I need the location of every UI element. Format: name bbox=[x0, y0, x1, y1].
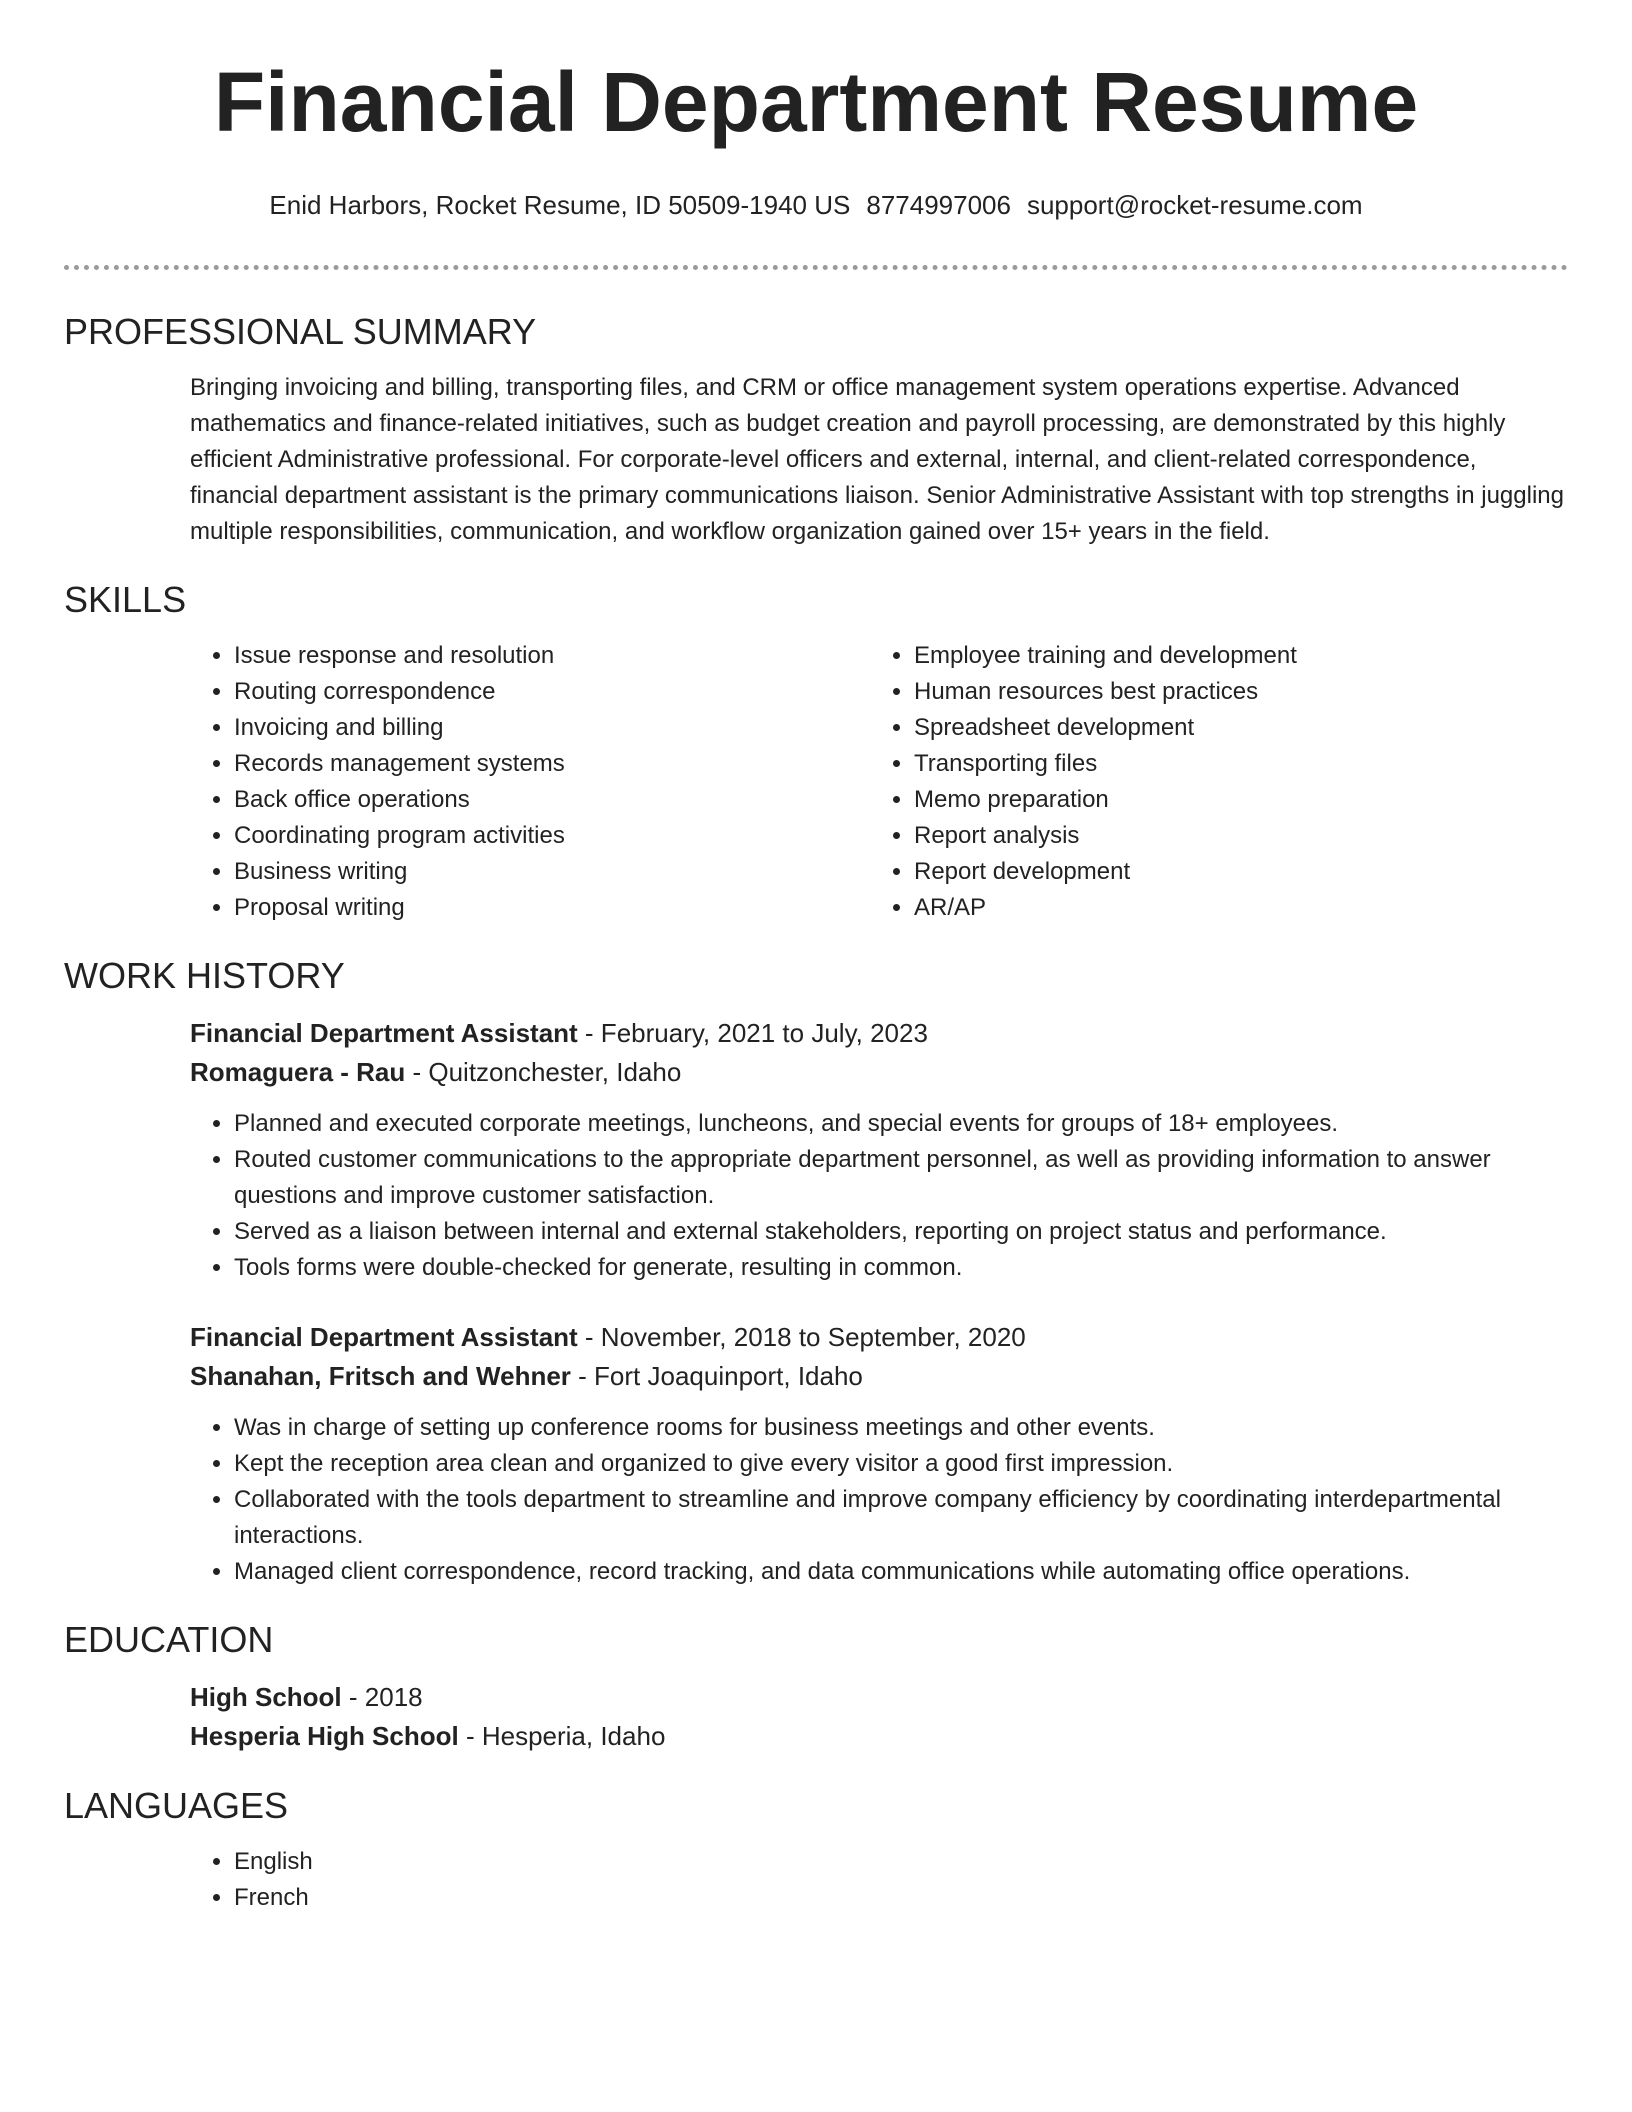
skills-heading: SKILLS bbox=[64, 579, 187, 620]
job-company: Shanahan, Fritsch and Wehner bbox=[190, 1361, 571, 1391]
job-location: - Fort Joaquinport, Idaho bbox=[570, 1361, 863, 1391]
languages-section bbox=[64, 1844, 1568, 1916]
education-heading: EDUCATION bbox=[64, 1619, 274, 1660]
job-title: Financial Department Assistant bbox=[190, 1018, 578, 1048]
contact-phone: 8774997006 bbox=[866, 190, 1011, 220]
job-title-line bbox=[190, 1318, 1568, 1357]
job-location: - Quitzonchester, Idaho bbox=[405, 1057, 682, 1087]
skill-item: • Spreadsheet development bbox=[914, 710, 1550, 746]
language-item: • French bbox=[234, 1880, 1568, 1916]
skills-columns bbox=[190, 638, 1568, 926]
skill-item: • Report analysis bbox=[914, 818, 1550, 854]
summary-section bbox=[64, 370, 1568, 550]
job-bullet: • Collaborated with the tools department to streamline and improve company efficiency by coordinating interdepartmental interactions. bbox=[234, 1482, 1568, 1554]
summary-heading: PROFESSIONAL SUMMARY bbox=[64, 311, 537, 352]
job-entry bbox=[190, 1318, 1568, 1590]
skills-section bbox=[64, 638, 1568, 926]
languages-list bbox=[190, 1844, 1568, 1916]
job-dates: - November, 2018 to September, 2020 bbox=[577, 1322, 1026, 1352]
skill-item: • AR/AP bbox=[914, 890, 1550, 926]
skill-item: • Coordinating program activities bbox=[234, 818, 870, 854]
skill-item: • Business writing bbox=[234, 854, 870, 890]
education-year: - 2018 bbox=[341, 1682, 423, 1712]
education-section bbox=[64, 1678, 1568, 1756]
skill-item: • Report development bbox=[914, 854, 1550, 890]
job-company: Romaguera - Rau bbox=[190, 1057, 406, 1087]
job-company-line bbox=[190, 1053, 1568, 1092]
job-title: Financial Department Assistant bbox=[190, 1322, 578, 1352]
job-entry bbox=[190, 1014, 1568, 1286]
job-bullet: • Was in charge of setting up conference rooms for business meetings and other events. bbox=[234, 1410, 1568, 1446]
education-degree: High School bbox=[190, 1682, 342, 1712]
job-bullet: • Kept the reception area clean and organized to give every visitor a good first impression. bbox=[234, 1446, 1568, 1482]
skills-right-column bbox=[870, 638, 1550, 926]
education-school: Hesperia High School bbox=[190, 1721, 459, 1751]
job-bullet: • Served as a liaison between internal and external stakeholders, reporting on project status and performance. bbox=[234, 1214, 1568, 1250]
skill-item: • Proposal writing bbox=[234, 890, 870, 926]
skills-right-list bbox=[870, 638, 1550, 926]
skill-item: • Records management systems bbox=[234, 746, 870, 782]
job-title-line bbox=[190, 1014, 1568, 1053]
job-bullet: • Managed client correspondence, record tracking, and data communications while automating office operations. bbox=[234, 1554, 1568, 1590]
skill-item: • Issue response and resolution bbox=[234, 638, 870, 674]
work-section bbox=[64, 1014, 1568, 1590]
summary-text: Bringing invoicing and billing, transporting files, and CRM or office management system operations expertise. Advanced mathematics and finance-related initiatives, such as budget creation and payroll processing, are demonstrated by this highly efficient Administrative professional. For corporate-level officers and external, internal, and client-related correspondence, financial department assistant is the primary communications liaison. Senior Administrative Assistant with top strengths in juggling multiple responsibilities, communication, and workflow organization gained over 15+ years in the field. bbox=[190, 374, 1564, 545]
education-school-line bbox=[190, 1717, 1568, 1756]
job-bullets bbox=[190, 1106, 1568, 1286]
job-company-line bbox=[190, 1357, 1568, 1396]
contact-address: Enid Harbors, Rocket Resume, ID 50509-1940 US bbox=[269, 190, 851, 220]
skill-item: • Memo preparation bbox=[914, 782, 1550, 818]
languages-heading: LANGUAGES bbox=[64, 1785, 289, 1826]
job-bullet: • Planned and executed corporate meetings, luncheons, and special events for groups of 18+ employees. bbox=[234, 1106, 1568, 1142]
job-dates: - February, 2021 to July, 2023 bbox=[577, 1018, 928, 1048]
skill-item: • Invoicing and billing bbox=[234, 710, 870, 746]
skill-item: • Employee training and development bbox=[914, 638, 1550, 674]
skill-item: • Human resources best practices bbox=[914, 674, 1550, 710]
language-item: • English bbox=[234, 1844, 1568, 1880]
skill-item: • Routing correspondence bbox=[234, 674, 870, 710]
skill-item: • Transporting files bbox=[914, 746, 1550, 782]
job-bullet: • Tools forms were double-checked for generate, resulting in common. bbox=[234, 1250, 1568, 1286]
education-location: - Hesperia, Idaho bbox=[458, 1721, 666, 1751]
work-heading: WORK HISTORY bbox=[64, 955, 345, 996]
contact-email: support@rocket-resume.com bbox=[1026, 190, 1363, 220]
resume-title: Financial Department Resume bbox=[213, 55, 1419, 149]
header-divider bbox=[64, 265, 1568, 270]
job-bullets bbox=[190, 1410, 1568, 1590]
job-bullet: • Routed customer communications to the appropriate department personnel, as well as providing information to answer questions and improve customer satisfaction. bbox=[234, 1142, 1568, 1214]
education-degree-line bbox=[190, 1678, 1568, 1717]
skill-item: • Back office operations bbox=[234, 782, 870, 818]
contact-line bbox=[64, 188, 1568, 222]
skills-left-list bbox=[190, 638, 870, 926]
skills-left-column bbox=[190, 638, 870, 926]
